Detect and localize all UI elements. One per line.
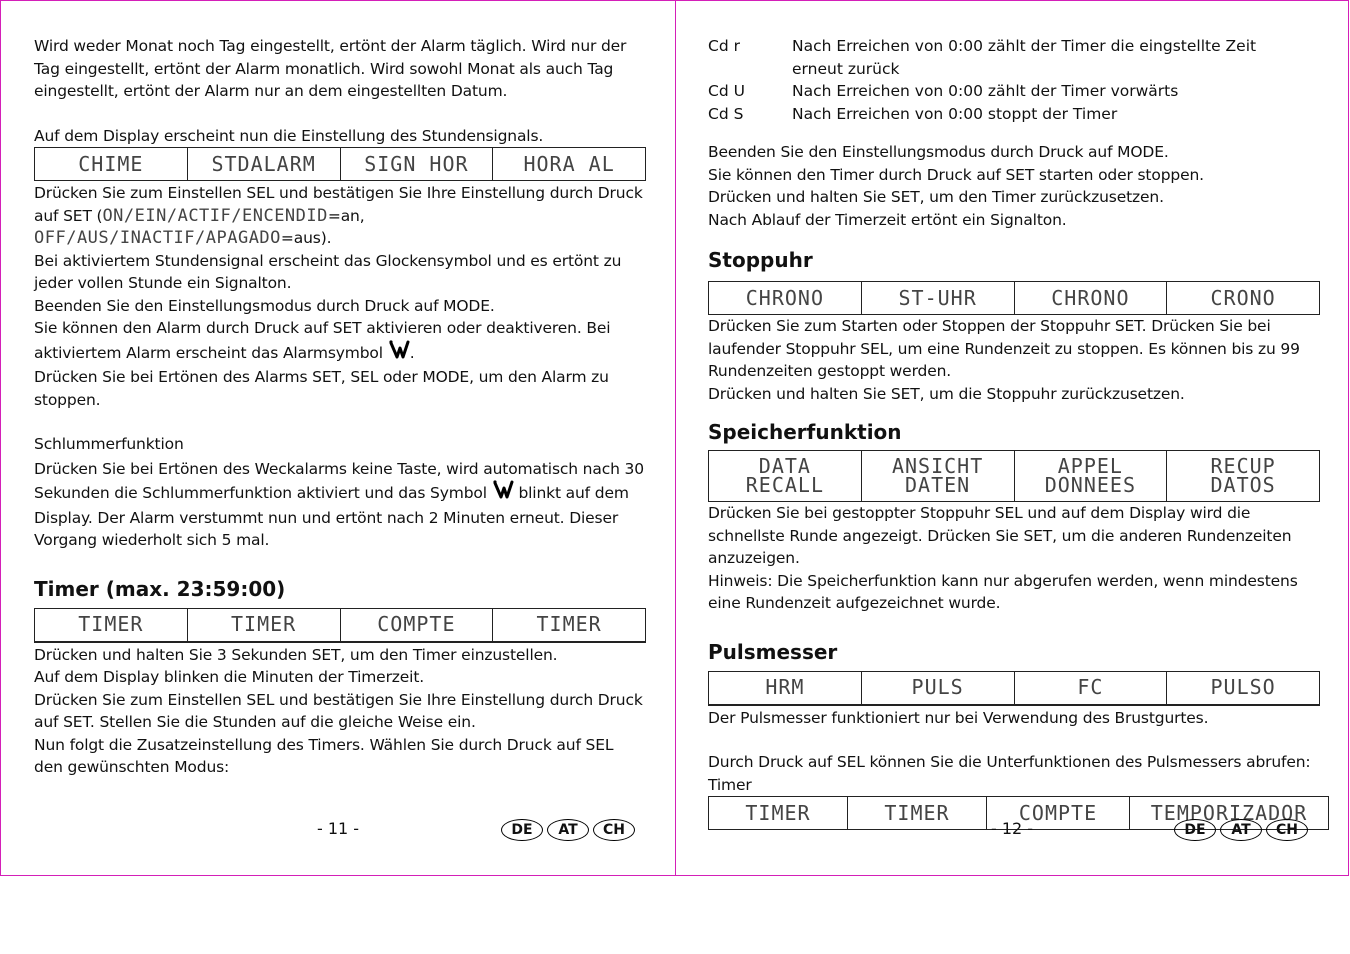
- mode-code: Cd U: [708, 82, 745, 100]
- list-item: [708, 35, 1268, 80]
- paragraph: Beenden Sie den Einstellungsmodus durch Druck auf MODE.: [34, 296, 495, 315]
- paragraph: Drücken Sie bei Ertönen des Alarms SET, SEL oder MODE, um den Alarm zu stoppen.: [34, 368, 609, 409]
- lcd-cell: ST-UHR: [861, 282, 1014, 315]
- country-badge-at: AT: [1220, 819, 1262, 841]
- country-badges: [501, 819, 635, 841]
- lcd-cell: SIGN HOR: [340, 148, 493, 181]
- section-heading-memory: Speicherfunktion: [708, 420, 902, 444]
- paragraph: Drücken Sie bei gestoppter Stoppuhr SEL und auf dem Display wird die schnellste Runde angezeigt. Drücken Sie SET, um die anderen Rundenzeiten anzuzeigen.: [708, 504, 1292, 567]
- lcd-cell: TEMPORIZADOR: [1130, 797, 1329, 830]
- mode-description: Nach Erreichen von 0:00 zählt der Timer vorwärts: [792, 82, 1179, 100]
- list-item: [708, 103, 1268, 126]
- lcd-cell: CHRONO: [709, 282, 862, 315]
- section-heading-timer: Timer (max. 23:59:00): [34, 576, 286, 601]
- lcd-line: APPEL: [1057, 454, 1123, 478]
- page-right-content: [708, 35, 1320, 830]
- page-left: [0, 0, 676, 876]
- lcd-cell: TIMER: [709, 797, 848, 830]
- lcd-line: DATEN: [905, 473, 971, 497]
- paragraph: Drücken Sie zum Starten oder Stoppen der Stoppuhr SET. Drücken Sie bei laufender Stoppuhr SEL, um eine Rundenzeit zu stoppen. Es können bis zu 99 Rundenzeiten gestoppt werden.: [708, 317, 1300, 380]
- lcd-line: DATOS: [1210, 473, 1276, 497]
- lcd-table-stopwatch: [708, 281, 1320, 315]
- lcd-cell: STDALARM: [187, 148, 340, 181]
- lcd-table-memory: [708, 450, 1320, 502]
- paragraph: Hinweis: Die Speicherfunktion kann nur abgerufen werden, wenn mindestens eine Rundenzeit aufgezeichnet wurde.: [708, 571, 1298, 612]
- page-right: [675, 0, 1349, 876]
- paragraph-alarm: [34, 317, 646, 366]
- country-badge-de: DE: [501, 819, 543, 841]
- paragraph: Der Pulsmesser funktioniert nur bei Verwendung des Brustgurtes.: [708, 708, 1209, 727]
- lcd-table-chime: [34, 147, 646, 181]
- text: .: [409, 343, 415, 362]
- lcd-cell: PULSO: [1167, 671, 1320, 705]
- lcd-line: RECUP: [1210, 454, 1276, 478]
- page-number: - 12 -: [991, 819, 1034, 838]
- subheading-timer: Timer: [708, 775, 752, 794]
- lcd-cell: TIMER: [493, 608, 646, 642]
- lcd-line: DATA: [758, 454, 811, 478]
- paragraph: Drücken und halten Sie 3 Sekunden SET, um den Timer einzustellen.: [34, 645, 558, 664]
- text: Sie können den Alarm durch Druck auf SET aktivieren oder deaktiveren. Bei aktiviertem Alarm erscheint das Alarmsymbol: [34, 319, 611, 362]
- paragraph: Auf dem Display blinken die Minuten der Timerzeit.: [34, 668, 425, 686]
- lcd-table-timer: [34, 608, 646, 643]
- text: Drücken Sie zum Einstellen SEL und bestätigen Sie Ihre Einstellung durch Druck auf SET (: [34, 184, 643, 225]
- lcd-cell: TIMER: [187, 608, 340, 642]
- paragraph: Drücken und halten Sie SET, um die Stoppuhr zurückzusetzen.: [708, 384, 1185, 403]
- text: =an,: [327, 206, 365, 225]
- paragraph-snooze: [34, 458, 646, 552]
- paragraph: Drücken und halten Sie SET, um den Timer zurückzusetzen.: [708, 188, 1164, 206]
- lcd-table-pulse: [708, 671, 1320, 706]
- mode-description: Nach Erreichen von 0:00 zählt der Timer die eingstellte Zeit erneut zurück: [792, 37, 1257, 78]
- paragraph: Nun folgt die Zusatzeinstellung des Timers. Wählen Sie durch Druck auf SEL den gewünschten Modus:: [34, 735, 614, 776]
- paragraph: Drücken Sie zum Einstellen SEL und bestätigen Sie Ihre Einstellung durch Druck auf SET. Stellen Sie die Stunden auf die gleiche Weise ein.: [34, 690, 643, 731]
- page-left-content: [34, 35, 646, 779]
- section-heading-stopwatch: Stoppuhr: [708, 248, 813, 272]
- list-item: [708, 80, 1268, 103]
- lcd-cell: CRONO: [1167, 282, 1320, 315]
- paragraph: Auf dem Display erscheint nun die Einstellung des Stundensignals.: [34, 126, 544, 145]
- paragraph: Bei aktiviertem Stundensignal erscheint das Glockensymbol und es ertönt zu jeder vollen Stunde ein Signalton.: [34, 251, 622, 292]
- page-number: - 11 -: [317, 819, 360, 838]
- lcd-cell: CHIME: [35, 148, 188, 181]
- country-badges: [1174, 819, 1308, 841]
- country-badge-ch: CH: [593, 819, 635, 841]
- lcd-cell: [861, 451, 1014, 502]
- lcd-cell: HRM: [709, 671, 862, 705]
- paragraph: Beenden Sie den Einstellungsmodus durch Druck auf MODE.: [708, 143, 1169, 161]
- lcd-cell: [1014, 451, 1167, 502]
- lcd-inline: ON/EIN/ACTIF/ENCENDID: [102, 205, 328, 226]
- alarm-symbol-icon: [388, 340, 410, 367]
- mode-code: Cd r: [708, 37, 740, 55]
- country-badge-ch: CH: [1266, 819, 1308, 841]
- lcd-cell: [1167, 451, 1320, 502]
- lcd-cell: COMPTE: [340, 608, 493, 642]
- timer-mode-list: [708, 35, 1268, 125]
- paragraph: Wird weder Monat noch Tag eingestellt, ertönt der Alarm täglich. Wird nur der Tag eingestellt, ertönt der Alarm monatlich. Wird sowohl Monat als auch Tag eingestellt, ertönt der Alarm nur an dem eingestellten Datum.: [34, 37, 627, 100]
- paragraph: Nach Ablauf der Timerzeit ertönt ein Signalton.: [708, 210, 1067, 229]
- lcd-cell: CHRONO: [1014, 282, 1167, 315]
- lcd-line: ANSICHT: [891, 454, 984, 478]
- text: Drücken Sie bei Ertönen des Weckalarms keine Taste, wird automatisch nach 30 Sekunden die Schlummerfunktion aktiviert und das Symbol: [34, 459, 644, 502]
- section-heading-pulse: Pulsmesser: [708, 639, 838, 664]
- lcd-line: DONNEES: [1044, 473, 1137, 497]
- paragraph: Durch Druck auf SEL können Sie die Unterfunktionen des Pulsmessers abrufen:: [708, 753, 1311, 771]
- lcd-cell: COMPTE: [987, 797, 1130, 830]
- country-badge-de: DE: [1174, 819, 1216, 841]
- lcd-cell: PULS: [861, 671, 1014, 705]
- lcd-cell: TIMER: [848, 797, 987, 830]
- mode-description: Nach Erreichen von 0:00 stoppt der Timer: [792, 104, 1118, 123]
- paragraph-set-onoff: [34, 182, 646, 250]
- text: =aus).: [280, 229, 332, 247]
- lcd-cell: [709, 451, 862, 502]
- snooze-symbol-icon: [492, 480, 514, 507]
- country-badge-at: AT: [547, 819, 589, 841]
- lcd-cell: FC: [1014, 671, 1167, 705]
- text: blinkt auf dem Display. Der Alarm verstummt nun und ertönt nach 2 Minuten erneut. Dieser Vorgang wiederholt sich 5 mal.: [34, 484, 629, 549]
- subheading-snooze: Schlummerfunktion: [34, 435, 184, 453]
- paragraph: Sie können den Timer durch Druck auf SET starten oder stoppen.: [708, 165, 1204, 184]
- lcd-cell: TIMER: [35, 608, 188, 642]
- mode-code: Cd S: [708, 104, 744, 123]
- lcd-line: RECALL: [745, 473, 824, 497]
- lcd-cell: HORA AL: [493, 148, 646, 181]
- lcd-inline: OFF/AUS/INACTIF/APAGADO: [34, 228, 281, 248]
